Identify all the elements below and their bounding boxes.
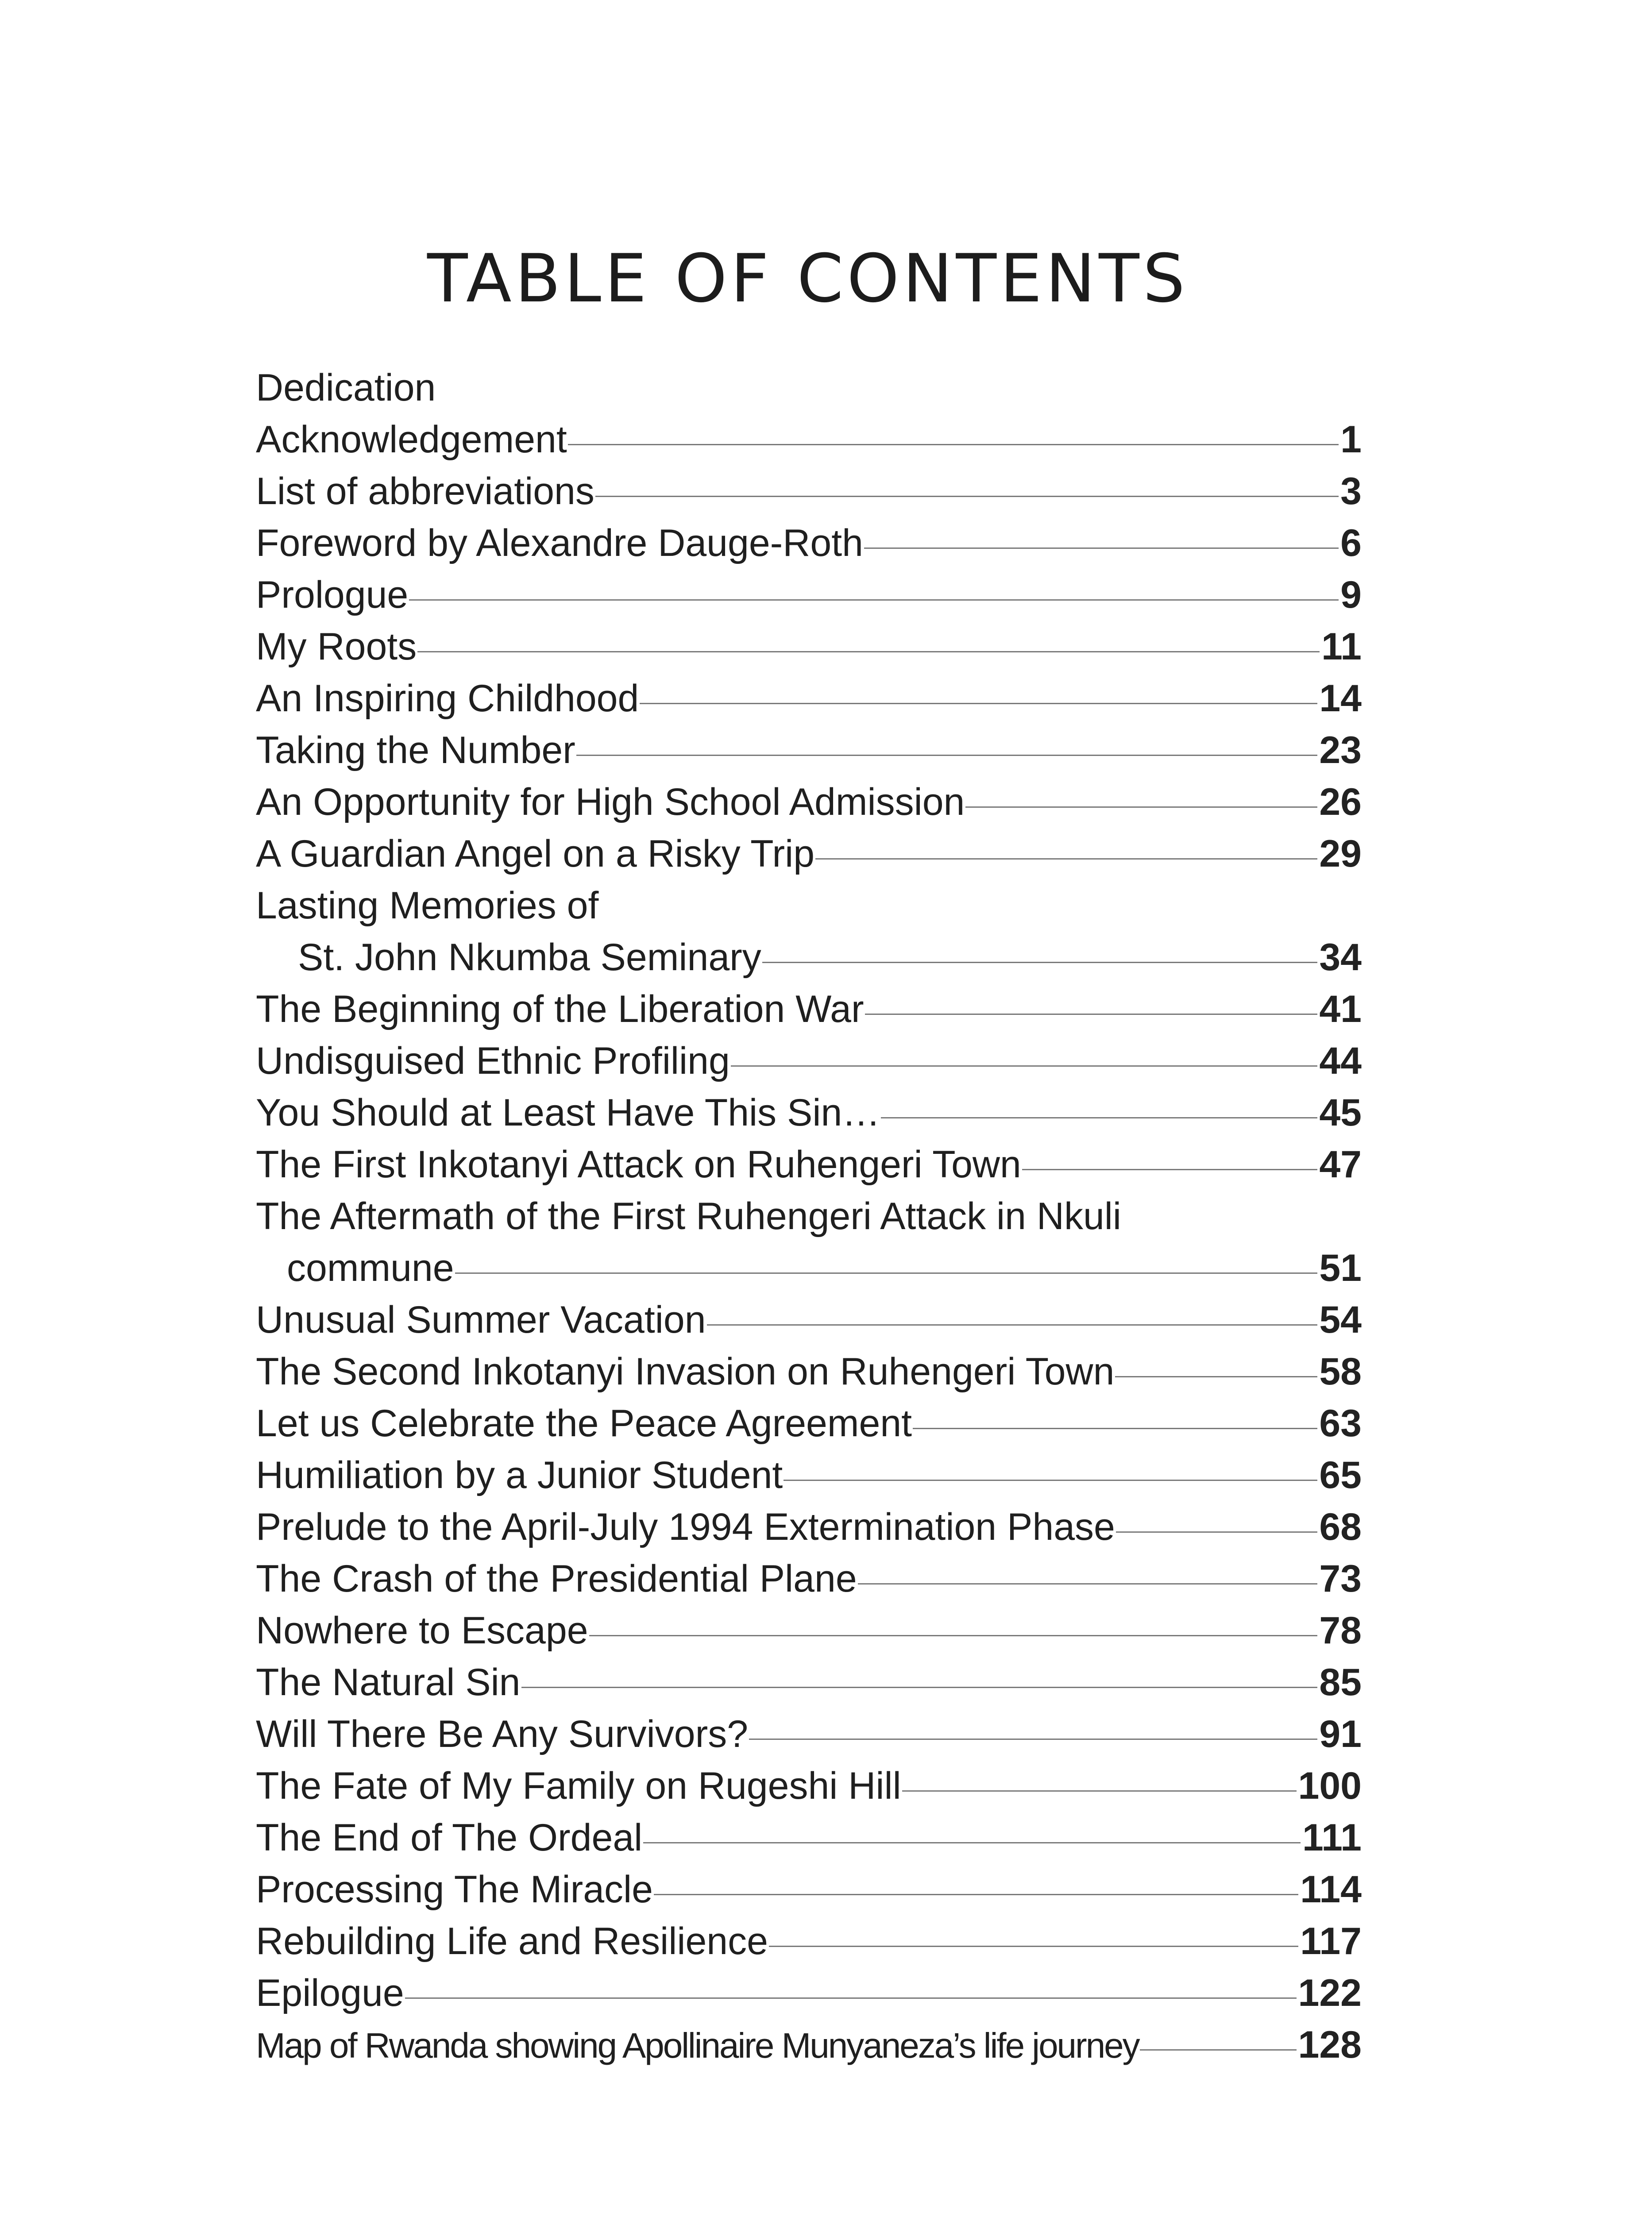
toc-entry-page: 73 [1319,1558,1362,1600]
dot-leader [864,547,1339,549]
toc-entry-label: Will There Be Any Survivors? [256,1713,749,1755]
toc-entry-page: 6 [1340,522,1362,564]
dot-leader [865,1014,1318,1015]
toc-entry-label: Nowhere to Escape [256,1609,588,1652]
toc-entry [256,1346,1362,1398]
toc-entry-label: Acknowledgement [256,418,567,461]
toc-entry-label: Map of Rwanda showing Apollinaire Munyaneza’s life journey [256,2026,1139,2065]
toc-entry-label: Processing The Miracle [256,1868,653,1911]
toc-entry-continuation [256,1242,1362,1294]
toc-entry-label: The Natural Sin [256,1661,521,1704]
dot-leader [1116,1531,1317,1533]
toc-entry [256,983,1362,1035]
toc-entry [256,362,1362,414]
toc-entry [256,828,1362,880]
toc-entry-label: Lasting Memories of [256,884,599,927]
dot-leader [405,1997,1297,1999]
toc-entry-label: Epilogue [256,1972,404,2014]
dot-leader [568,444,1339,445]
dot-leader [595,496,1339,497]
toc-entry-label: The First Inkotanyi Attack on Ruhengeri Town [256,1143,1021,1186]
toc-entry-label: Rebuilding Life and Resilience [256,1920,768,1962]
toc-entry [256,880,1362,932]
toc-entry-label: The Fate of My Family on Rugeshi Hill [256,1765,901,1807]
toc-entry-label: An Opportunity for High School Admission [256,781,965,823]
toc-entry-label: Unusual Summer Vacation [256,1299,706,1341]
dot-leader [749,1739,1317,1740]
toc-entry-page: 26 [1319,781,1362,823]
dot-leader [417,651,1320,652]
toc-entry-page: 51 [1319,1247,1362,1289]
toc-entry-page: 9 [1340,574,1362,616]
dot-leader [640,703,1317,704]
toc-entry-label: My Roots [256,625,417,668]
toc-entry-page: 11 [1321,625,1362,668]
dot-leader [769,1946,1298,1947]
toc-entry-page: 58 [1319,1350,1362,1393]
dot-leader [881,1117,1317,1118]
toc-entry [256,673,1362,725]
dot-leader [1115,1376,1317,1377]
toc-entry [256,414,1362,466]
toc-entry-label: The Aftermath of the First Ruhengeri Attack in Nkuli [256,1195,1121,1238]
toc-entry-page: 34 [1319,936,1362,979]
toc-entry-label: The End of The Ordeal [256,1816,643,1859]
toc-entry-label: Prologue [256,574,409,616]
toc-entry [256,1501,1362,1553]
toc-entry-page: 54 [1319,1299,1362,1341]
toc-entry-label: St. John Nkumba Seminary [298,936,761,979]
table-of-contents [256,362,1362,2071]
toc-entry-label: A Guardian Angel on a Risky Trip [256,833,815,875]
toc-entry-page: 78 [1319,1609,1362,1652]
toc-entry-page: 63 [1319,1402,1362,1445]
toc-entry [256,1812,1362,1864]
toc-entry [256,1294,1362,1346]
dot-leader [731,1065,1318,1067]
toc-entry-page: 114 [1300,1868,1362,1911]
toc-entry-page: 117 [1300,1920,1362,1962]
toc-entry-label: Foreword by Alexandre Dauge-Roth [256,522,863,564]
dot-leader [707,1324,1318,1326]
dot-leader [784,1480,1317,1481]
toc-entry-page: 68 [1319,1506,1362,1548]
toc-entry-page: 122 [1298,1972,1362,2014]
toc-entry [256,569,1362,621]
dot-leader [1140,2049,1297,2051]
toc-entry [256,1553,1362,1605]
toc-entry [256,1139,1362,1191]
toc-entry [256,1035,1362,1087]
toc-entry [256,1708,1362,1760]
toc-entry-label: The Second Inkotanyi Invasion on Ruhengeri Town [256,1350,1115,1393]
toc-entry-label: Undisguised Ethnic Profiling [256,1040,730,1082]
page-title: TABLE OF CONTENTS [427,240,1189,317]
toc-entry-page: 91 [1319,1713,1362,1755]
toc-entry-page: 14 [1319,677,1362,720]
toc-entry-label: Prelude to the April-July 1994 Extermination Phase [256,1506,1115,1548]
toc-entry [256,1760,1362,1812]
toc-entry [256,1916,1362,1967]
toc-entry-label: commune [287,1247,454,1289]
toc-entry [256,1657,1362,1708]
toc-entry-label: Humiliation by a Junior Student [256,1454,783,1496]
toc-entry-label: The Crash of the Presidential Plane [256,1558,857,1600]
toc-entry [256,1087,1362,1139]
toc-entry [256,1864,1362,1916]
toc-entry-page: 1 [1340,418,1362,461]
dot-leader [409,599,1339,601]
toc-entry [256,517,1362,569]
toc-entry-page: 65 [1319,1454,1362,1496]
toc-entry [256,725,1362,776]
toc-entry-page: 100 [1298,1765,1362,1807]
toc-entry-page: 29 [1319,833,1362,875]
toc-entry-label: Dedication [256,366,436,409]
dot-leader [1022,1169,1317,1170]
toc-entry [256,466,1362,517]
toc-entry-page: 23 [1319,729,1362,771]
toc-entry [256,1605,1362,1657]
dot-leader [913,1428,1317,1429]
dot-leader [455,1272,1318,1274]
toc-entry-page: 3 [1340,470,1362,513]
dot-leader [589,1635,1318,1636]
dot-leader [576,755,1318,756]
toc-entry-page: 111 [1302,1816,1362,1859]
toc-entry-label: An Inspiring Childhood [256,677,639,720]
dot-leader [521,1687,1318,1688]
toc-entry-page: 128 [1298,2024,1362,2066]
toc-entry [256,1450,1362,1501]
dot-leader [902,1790,1297,1792]
toc-entry-label: Taking the Number [256,729,575,771]
dot-leader [762,962,1318,963]
toc-entry-label: The Beginning of the Liberation War [256,988,864,1030]
toc-entry [256,776,1362,828]
toc-entry-label: You Should at Least Have This Sin… [256,1091,880,1134]
toc-entry-label: List of abbreviations [256,470,594,513]
toc-entry-page: 47 [1319,1143,1362,1186]
dot-leader [965,806,1317,808]
dot-leader [858,1583,1318,1585]
toc-entry [256,621,1362,673]
toc-entry-page: 41 [1319,988,1362,1030]
dot-leader [815,858,1317,860]
dot-leader [643,1842,1301,1843]
toc-entry-page: 85 [1319,1661,1362,1704]
toc-entry-page: 45 [1319,1091,1362,1134]
toc-entry-label: Let us Celebrate the Peace Agreement [256,1402,912,1445]
dot-leader [654,1894,1298,1895]
toc-entry [256,2019,1362,2071]
toc-entry [256,1967,1362,2019]
toc-entry [256,1191,1362,1242]
toc-entry-page: 44 [1319,1040,1362,1082]
toc-entry-continuation [256,932,1362,983]
toc-entry [256,1398,1362,1450]
